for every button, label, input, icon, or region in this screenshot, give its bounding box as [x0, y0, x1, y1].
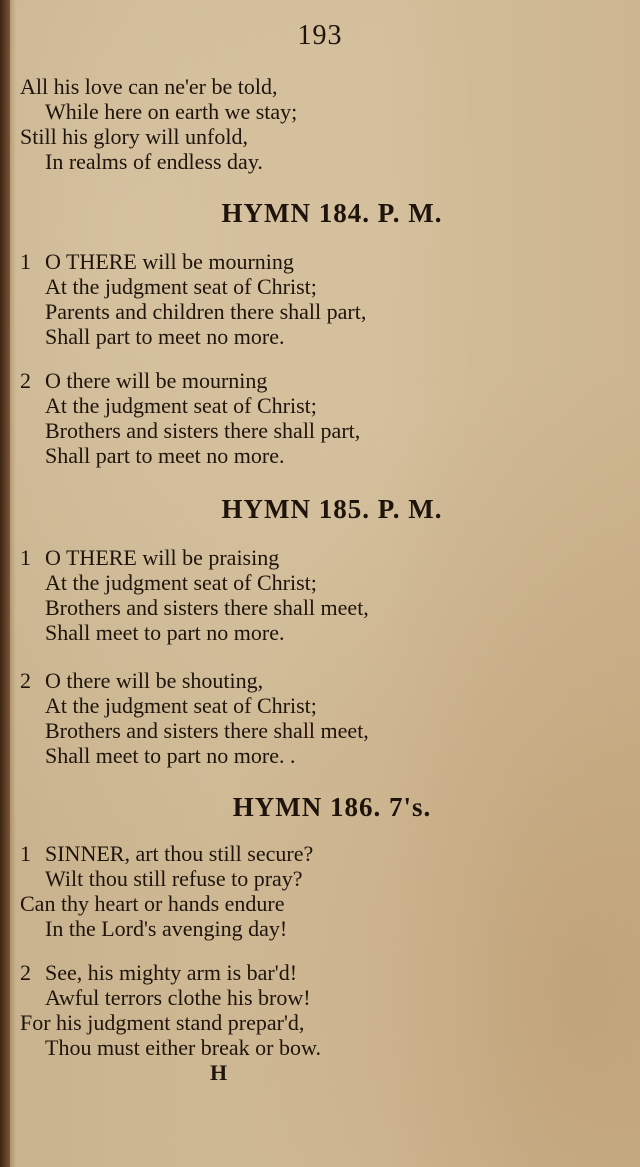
verse-line: Wilt thou still refuse to pray?	[45, 866, 303, 891]
hymn-185-title: HYMN 185. P. M.	[221, 494, 443, 524]
verse-line: Can thy heart or hands endure	[20, 891, 285, 916]
hymn-184-verse-1	[20, 249, 620, 349]
hymn-184-verse-2	[20, 368, 620, 468]
verse-line: Shall meet to part no more.	[45, 620, 285, 645]
verse-line: Awful terrors clothe his brow!	[45, 985, 311, 1010]
verse-line: O there will be shouting,	[45, 668, 264, 693]
verse-number: 1	[20, 545, 31, 570]
verse-line: Thou must either break or bow.	[45, 1035, 321, 1060]
verse-line: In the Lord's avenging day!	[45, 916, 288, 941]
verse-line: Brothers and sisters there shall part,	[45, 418, 361, 443]
hymn-186-verse-1	[20, 841, 620, 941]
verse-line: For his judgment stand prepar'd,	[20, 1010, 305, 1035]
intro-verse	[20, 74, 620, 174]
verse-number: 2	[20, 668, 31, 693]
verse-line: O there will be mourning	[45, 368, 268, 393]
verse-number: 2	[20, 960, 31, 985]
hymn-186-verse-2	[20, 960, 620, 1060]
page-number: 193	[297, 20, 343, 51]
book-spine	[0, 0, 10, 1167]
verse-line: Shall part to meet no more.	[45, 443, 285, 468]
verse-number: 1	[20, 249, 31, 274]
verse-line: Parents and children there shall part,	[45, 299, 367, 324]
verse-line: In realms of endless day.	[45, 149, 263, 174]
verse-line: Still his glory will unfold,	[20, 124, 248, 149]
verse-line: All his love can ne'er be told,	[20, 74, 278, 99]
verse-line: O THERE will be mourning	[45, 249, 294, 274]
hymn-184-title: HYMN 184. P. M.	[221, 198, 443, 228]
verse-number: 2	[20, 368, 31, 393]
verse-line: At the judgment seat of Christ;	[45, 393, 317, 418]
signature-mark: H	[210, 1060, 228, 1085]
hymn-186-title: HYMN 186. 7's.	[232, 792, 432, 822]
verse-line: Brothers and sisters there shall meet,	[45, 718, 369, 743]
verse-line: Brothers and sisters there shall meet,	[45, 595, 369, 620]
verse-line: At the judgment seat of Christ;	[45, 693, 317, 718]
verse-line: While here on earth we stay;	[45, 99, 298, 124]
verse-line: At the judgment seat of Christ;	[45, 570, 317, 595]
hymn-185-verse-2	[20, 668, 620, 768]
verse-line: At the judgment seat of Christ;	[45, 274, 317, 299]
verse-line: O THERE will be praising	[45, 545, 280, 570]
verse-line: See, his mighty arm is bar'd!	[45, 960, 298, 985]
hymn-185-verse-1	[20, 545, 620, 645]
verse-line: Shall meet to part no more. .	[45, 743, 296, 768]
verse-line: SINNER, art thou still secure?	[45, 841, 314, 866]
verse-number: 1	[20, 841, 31, 866]
verse-line: Shall part to meet no more.	[45, 324, 285, 349]
